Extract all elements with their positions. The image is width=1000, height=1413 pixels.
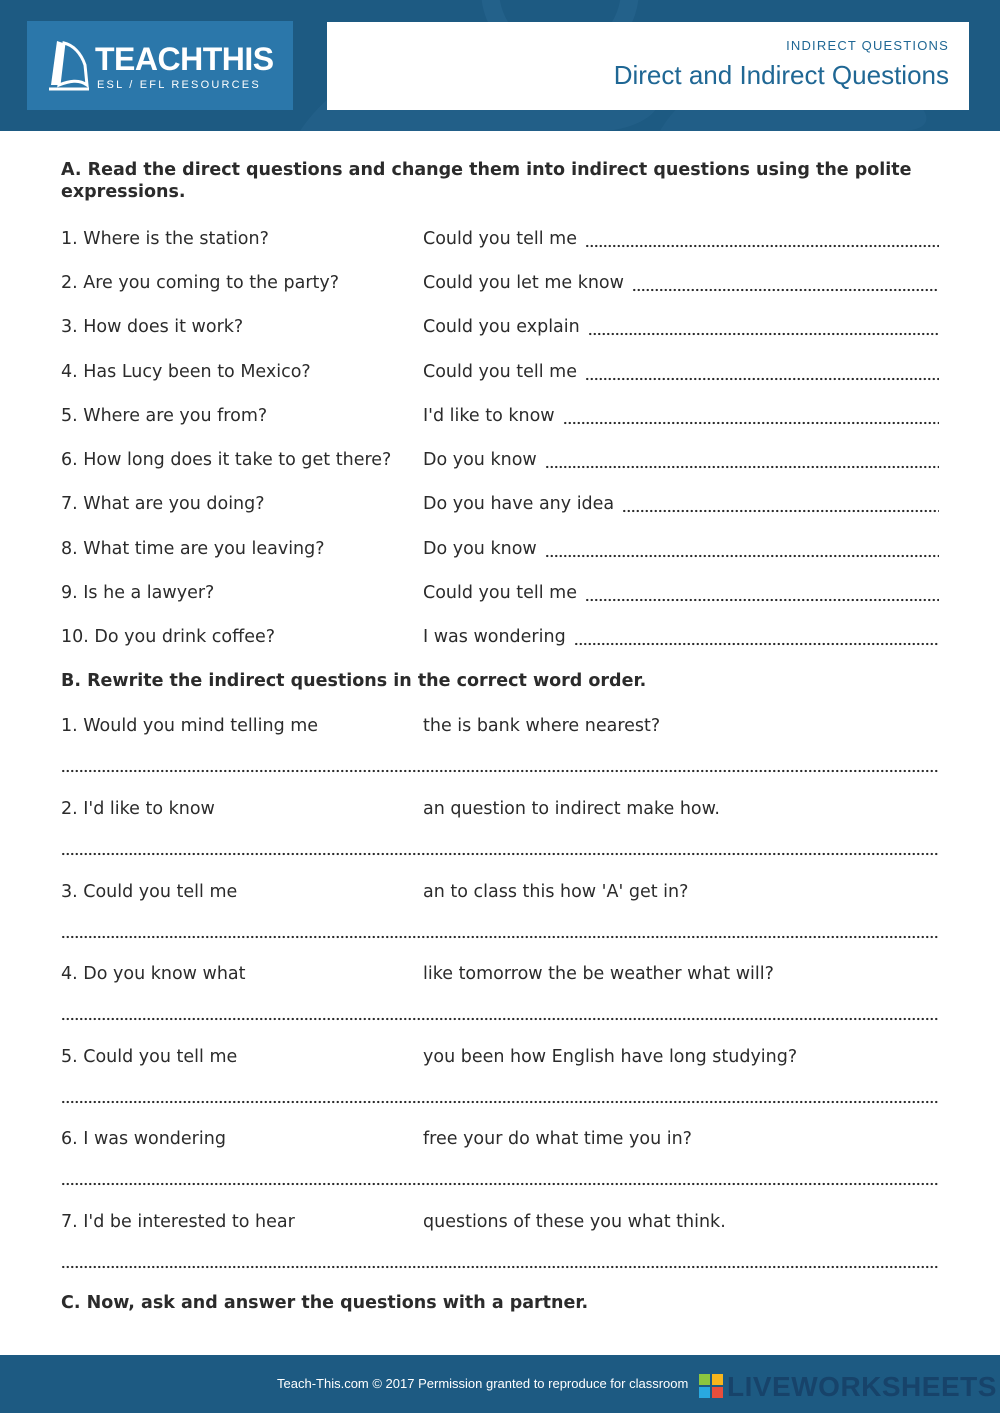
answer-line[interactable] — [585, 598, 939, 602]
direct-question: 6. How long does it take to get there? — [61, 450, 392, 470]
polite-expression: Could you explain — [423, 317, 580, 337]
answer-line[interactable] — [622, 509, 939, 513]
polite-expression: Do you know — [423, 450, 537, 470]
section-b-item — [61, 1209, 939, 1235]
answer-line[interactable] — [61, 1100, 939, 1104]
book-icon — [47, 35, 91, 91]
section-a-item — [61, 226, 939, 252]
answer-line[interactable] — [585, 244, 939, 248]
direct-question: 2. Are you coming to the party? — [61, 273, 340, 293]
section-a-item — [61, 447, 939, 473]
polite-expression: Could you tell me — [423, 583, 577, 603]
answer-line[interactable] — [61, 1265, 939, 1269]
polite-expression: Could you let me know — [423, 273, 624, 293]
answer-line[interactable] — [61, 1182, 939, 1186]
section-a-item — [61, 580, 939, 606]
scrambled-words: the is bank where nearest? — [423, 716, 661, 736]
answer-line[interactable] — [563, 421, 939, 425]
section-a-item — [61, 624, 939, 650]
copyright-notice: Teach-This.com © 2017 Permission granted to reproduce for classroom — [277, 1376, 689, 1391]
question-starter: 1. Would you mind telling me — [61, 716, 319, 736]
scrambled-words: an question to indirect make how. — [423, 799, 720, 819]
question-starter: 5. Could you tell me — [61, 1047, 238, 1067]
answer-line[interactable] — [588, 332, 939, 336]
direct-question: 7. What are you doing? — [61, 494, 265, 514]
scrambled-words: like tomorrow the be weather what will? — [423, 964, 774, 984]
answer-line[interactable] — [545, 465, 939, 469]
answer-line[interactable] — [545, 554, 939, 558]
direct-question: 3. How does it work? — [61, 317, 244, 337]
answer-line[interactable] — [632, 288, 939, 292]
liveworksheets-watermark: LIVEWORKSHEETS — [727, 1371, 997, 1402]
answer-line[interactable] — [61, 1017, 939, 1021]
section-a-item — [61, 403, 939, 429]
page-header — [0, 0, 1000, 131]
worksheet-title: Direct and Indirect Questions — [613, 60, 949, 90]
polite-expression: Do you have any idea — [423, 494, 615, 514]
direct-question: 4. Has Lucy been to Mexico? — [61, 362, 311, 382]
section-a-item — [61, 491, 939, 517]
answer-line[interactable] — [61, 935, 939, 939]
section-a-item — [61, 270, 939, 296]
polite-expression: Could you tell me — [423, 362, 577, 382]
section-a-item — [61, 536, 939, 562]
direct-question: 8. What time are you leaving? — [61, 539, 325, 559]
question-starter: 4. Do you know what — [61, 964, 246, 984]
teachthis-logo — [27, 21, 293, 110]
section-a-heading-line1: A. Read the direct questions and change them into indirect questions using the polite — [61, 160, 912, 180]
scrambled-words: questions of these you what think. — [423, 1212, 726, 1232]
answer-line[interactable] — [61, 852, 939, 856]
polite-expression: I was wondering — [423, 627, 566, 647]
question-starter: 2. I'd like to know — [61, 799, 215, 819]
section-b-item — [61, 1126, 939, 1152]
title-box — [327, 22, 969, 110]
scrambled-words: an to class this how 'A' get in? — [423, 882, 689, 902]
polite-expression: I'd like to know — [423, 406, 555, 426]
section-b-heading: B. Rewrite the indirect questions in the correct word order. — [61, 671, 647, 691]
direct-question: 5. Where are you from? — [61, 406, 268, 426]
logo-title: TEACHTHIS — [95, 41, 274, 77]
answer-line[interactable] — [574, 642, 939, 646]
section-b-item — [61, 1044, 939, 1070]
scrambled-words: free your do what time you in? — [423, 1129, 692, 1149]
polite-expression: Could you tell me — [423, 229, 577, 249]
section-a-item — [61, 359, 939, 385]
logo-subtitle: ESL / EFL RESOURCES — [97, 79, 261, 91]
section-a-item — [61, 314, 939, 340]
section-a-heading-line2: expressions. — [61, 182, 186, 202]
question-starter: 3. Could you tell me — [61, 882, 238, 902]
polite-expression: Do you know — [423, 539, 537, 559]
section-b-item — [61, 879, 939, 905]
section-b-item — [61, 796, 939, 822]
direct-question: 1. Where is the station? — [61, 229, 269, 249]
direct-question: 10. Do you drink coffee? — [61, 627, 276, 647]
answer-line[interactable] — [585, 377, 939, 381]
section-c-heading: C. Now, ask and answer the questions with a partner. — [61, 1293, 589, 1313]
section-b-item — [61, 961, 939, 987]
liveworksheets-logo-icon — [699, 1374, 723, 1398]
question-starter: 7. I'd be interested to hear — [61, 1212, 295, 1232]
section-b-item — [61, 713, 939, 739]
direct-question: 9. Is he a lawyer? — [61, 583, 215, 603]
page-footer — [0, 1355, 1000, 1413]
answer-line[interactable] — [61, 769, 939, 773]
question-starter: 6. I was wondering — [61, 1129, 226, 1149]
scrambled-words: you been how English have long studying? — [423, 1047, 798, 1067]
worksheet-category: INDIRECT QUESTIONS — [786, 38, 949, 53]
section-a-heading — [61, 159, 939, 203]
